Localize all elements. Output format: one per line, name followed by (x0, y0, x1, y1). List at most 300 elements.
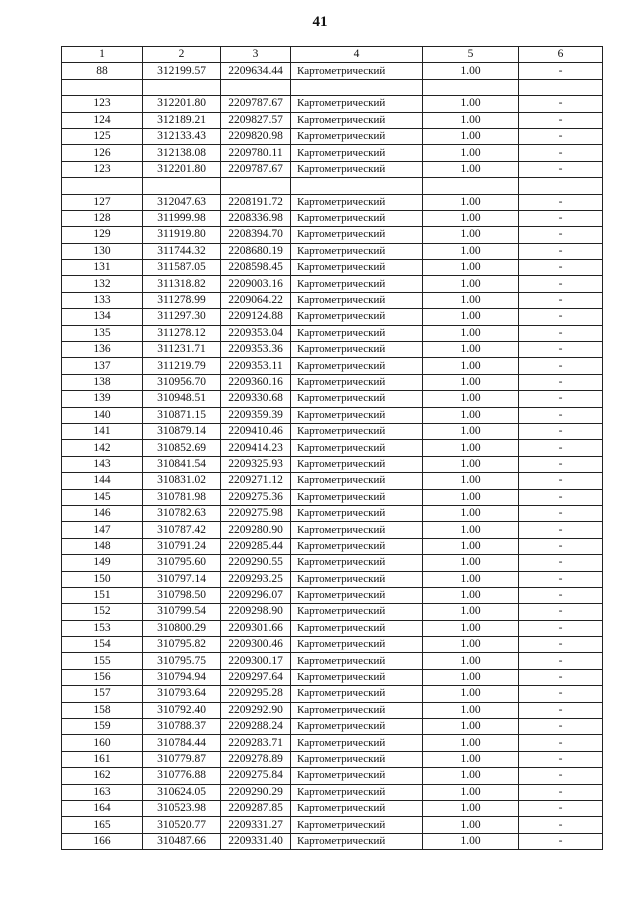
table-row (62, 800, 603, 816)
error-cell: 1.00 (423, 456, 519, 472)
point-number-cell: 159 (62, 719, 143, 735)
point-number-cell: 137 (62, 358, 143, 374)
error-cell: 1.00 (423, 325, 519, 341)
x-coordinate-cell: 310793.64 (143, 686, 221, 702)
extra-cell: - (519, 669, 603, 685)
error-cell: 1.00 (423, 489, 519, 505)
extra-cell: - (519, 538, 603, 554)
error-cell: 1.00 (423, 374, 519, 390)
x-coordinate-cell: 310624.05 (143, 784, 221, 800)
method-cell: Картометрический (291, 505, 423, 521)
point-number-cell: 130 (62, 243, 143, 259)
table-row (62, 374, 603, 390)
point-number-cell: 156 (62, 669, 143, 685)
extra-cell: - (519, 358, 603, 374)
error-cell: 1.00 (423, 63, 519, 79)
extra-cell: - (519, 309, 603, 325)
method-cell: Картометрический (291, 686, 423, 702)
x-coordinate-cell: 311587.05 (143, 260, 221, 276)
y-coordinate-cell: 2209124.88 (221, 309, 291, 325)
y-coordinate-cell: 2209287.85 (221, 800, 291, 816)
extra-cell: - (519, 637, 603, 653)
table-row (62, 735, 603, 751)
error-cell: 1.00 (423, 555, 519, 571)
y-coordinate-cell: 2209300.17 (221, 653, 291, 669)
y-coordinate-cell: 2209275.98 (221, 505, 291, 521)
point-number-cell: 143 (62, 456, 143, 472)
point-number-cell: 146 (62, 505, 143, 521)
x-coordinate-cell: 310948.51 (143, 391, 221, 407)
x-coordinate-cell: 312189.21 (143, 112, 221, 128)
table-row (62, 128, 603, 144)
y-coordinate-cell: 2209298.90 (221, 604, 291, 620)
extra-cell: - (519, 161, 603, 177)
method-cell: Картометрический (291, 571, 423, 587)
table-row (62, 719, 603, 735)
empty-cell (143, 79, 221, 95)
x-coordinate-cell: 312138.08 (143, 145, 221, 161)
y-coordinate-cell: 2209278.89 (221, 751, 291, 767)
extra-cell: - (519, 243, 603, 259)
table-row (62, 292, 603, 308)
error-cell: 1.00 (423, 571, 519, 587)
table-row (62, 276, 603, 292)
point-number-cell: 154 (62, 637, 143, 653)
method-cell: Картометрический (291, 325, 423, 341)
x-coordinate-cell: 310841.54 (143, 456, 221, 472)
y-coordinate-cell: 2209285.44 (221, 538, 291, 554)
y-coordinate-cell: 2209064.22 (221, 292, 291, 308)
table-row (62, 555, 603, 571)
error-cell: 1.00 (423, 128, 519, 144)
table-row (62, 194, 603, 210)
x-coordinate-cell: 311219.79 (143, 358, 221, 374)
table-row (62, 112, 603, 128)
error-cell: 1.00 (423, 653, 519, 669)
empty-cell (519, 178, 603, 194)
error-cell: 1.00 (423, 112, 519, 128)
x-coordinate-cell: 310831.02 (143, 473, 221, 489)
empty-cell (519, 79, 603, 95)
table-row (62, 522, 603, 538)
extra-cell: - (519, 194, 603, 210)
error-cell: 1.00 (423, 243, 519, 259)
table-row (62, 489, 603, 505)
y-coordinate-cell: 2208394.70 (221, 227, 291, 243)
extra-cell: - (519, 63, 603, 79)
extra-cell: - (519, 800, 603, 816)
extra-cell: - (519, 719, 603, 735)
point-number-cell: 141 (62, 423, 143, 439)
method-cell: Картометрический (291, 800, 423, 816)
table-row (62, 833, 603, 849)
y-coordinate-cell: 2209293.25 (221, 571, 291, 587)
method-cell: Картометрический (291, 702, 423, 718)
method-cell: Картометрический (291, 456, 423, 472)
error-cell: 1.00 (423, 768, 519, 784)
extra-cell: - (519, 768, 603, 784)
column-header: 6 (519, 47, 603, 63)
method-cell: Картометрический (291, 817, 423, 833)
empty-cell (423, 178, 519, 194)
x-coordinate-cell: 311278.99 (143, 292, 221, 308)
method-cell: Картометрический (291, 669, 423, 685)
coordinates-table (61, 46, 603, 850)
extra-cell: - (519, 276, 603, 292)
table-row (62, 260, 603, 276)
table-row-separator (62, 79, 603, 95)
method-cell: Картометрический (291, 112, 423, 128)
table-header-row (62, 47, 603, 63)
y-coordinate-cell: 2209296.07 (221, 587, 291, 603)
x-coordinate-cell: 310776.88 (143, 768, 221, 784)
page-number: 41 (312, 14, 328, 30)
x-coordinate-cell: 310781.98 (143, 489, 221, 505)
method-cell: Картометрический (291, 407, 423, 423)
x-coordinate-cell: 312133.43 (143, 128, 221, 144)
error-cell: 1.00 (423, 719, 519, 735)
x-coordinate-cell: 310523.98 (143, 800, 221, 816)
x-coordinate-cell: 310788.37 (143, 719, 221, 735)
column-header: 5 (423, 47, 519, 63)
table-row (62, 686, 603, 702)
error-cell: 1.00 (423, 423, 519, 439)
point-number-cell: 139 (62, 391, 143, 407)
error-cell: 1.00 (423, 473, 519, 489)
point-number-cell: 150 (62, 571, 143, 587)
x-coordinate-cell: 310487.66 (143, 833, 221, 849)
x-coordinate-cell: 310795.75 (143, 653, 221, 669)
point-number-cell: 126 (62, 145, 143, 161)
method-cell: Картометрический (291, 751, 423, 767)
error-cell: 1.00 (423, 145, 519, 161)
table-row-separator (62, 178, 603, 194)
error-cell: 1.00 (423, 751, 519, 767)
table-row (62, 210, 603, 226)
error-cell: 1.00 (423, 604, 519, 620)
extra-cell: - (519, 145, 603, 161)
x-coordinate-cell: 312201.80 (143, 96, 221, 112)
point-number-cell: 164 (62, 800, 143, 816)
extra-cell: - (519, 587, 603, 603)
y-coordinate-cell: 2209414.23 (221, 440, 291, 456)
extra-cell: - (519, 489, 603, 505)
y-coordinate-cell: 2209288.24 (221, 719, 291, 735)
extra-cell: - (519, 735, 603, 751)
table-body (62, 63, 603, 850)
method-cell: Картометрический (291, 260, 423, 276)
extra-cell: - (519, 784, 603, 800)
table-row (62, 473, 603, 489)
method-cell: Картометрический (291, 423, 423, 439)
error-cell: 1.00 (423, 407, 519, 423)
y-coordinate-cell: 2208191.72 (221, 194, 291, 210)
point-number-cell: 145 (62, 489, 143, 505)
y-coordinate-cell: 2209325.93 (221, 456, 291, 472)
extra-cell: - (519, 653, 603, 669)
method-cell: Картометрический (291, 719, 423, 735)
error-cell: 1.00 (423, 620, 519, 636)
column-header: 3 (221, 47, 291, 63)
table-row (62, 751, 603, 767)
table-row (62, 571, 603, 587)
point-number-cell: 136 (62, 342, 143, 358)
method-cell: Картометрический (291, 473, 423, 489)
point-number-cell: 158 (62, 702, 143, 718)
point-number-cell: 140 (62, 407, 143, 423)
method-cell: Картометрический (291, 128, 423, 144)
table-row (62, 325, 603, 341)
method-cell: Картометрический (291, 735, 423, 751)
method-cell: Картометрический (291, 538, 423, 554)
table-row (62, 784, 603, 800)
table-row (62, 145, 603, 161)
column-header: 2 (143, 47, 221, 63)
x-coordinate-cell: 310797.14 (143, 571, 221, 587)
x-coordinate-cell: 310794.94 (143, 669, 221, 685)
extra-cell: - (519, 686, 603, 702)
point-number-cell: 157 (62, 686, 143, 702)
empty-cell (221, 178, 291, 194)
error-cell: 1.00 (423, 817, 519, 833)
table-row (62, 440, 603, 456)
table-row (62, 456, 603, 472)
x-coordinate-cell: 311297.30 (143, 309, 221, 325)
y-coordinate-cell: 2208680.19 (221, 243, 291, 259)
method-cell: Картометрический (291, 276, 423, 292)
y-coordinate-cell: 2209820.98 (221, 128, 291, 144)
table-row (62, 342, 603, 358)
y-coordinate-cell: 2209271.12 (221, 473, 291, 489)
point-number-cell: 134 (62, 309, 143, 325)
method-cell: Картометрический (291, 391, 423, 407)
point-number-cell: 142 (62, 440, 143, 456)
x-coordinate-cell: 311318.82 (143, 276, 221, 292)
x-coordinate-cell: 310787.42 (143, 522, 221, 538)
empty-cell (221, 79, 291, 95)
x-coordinate-cell: 311231.71 (143, 342, 221, 358)
table-row (62, 161, 603, 177)
extra-cell: - (519, 456, 603, 472)
method-cell: Картометрический (291, 243, 423, 259)
extra-cell: - (519, 702, 603, 718)
y-coordinate-cell: 2209827.57 (221, 112, 291, 128)
point-number-cell: 166 (62, 833, 143, 849)
point-number-cell: 148 (62, 538, 143, 554)
point-number-cell: 144 (62, 473, 143, 489)
method-cell: Картометрический (291, 227, 423, 243)
point-number-cell: 161 (62, 751, 143, 767)
point-number-cell: 162 (62, 768, 143, 784)
method-cell: Картометрический (291, 342, 423, 358)
point-number-cell: 131 (62, 260, 143, 276)
point-number-cell: 163 (62, 784, 143, 800)
point-number-cell: 133 (62, 292, 143, 308)
error-cell: 1.00 (423, 686, 519, 702)
empty-cell (291, 79, 423, 95)
extra-cell: - (519, 260, 603, 276)
method-cell: Картометрический (291, 833, 423, 849)
table-row (62, 538, 603, 554)
y-coordinate-cell: 2209275.36 (221, 489, 291, 505)
y-coordinate-cell: 2209787.67 (221, 161, 291, 177)
error-cell: 1.00 (423, 96, 519, 112)
y-coordinate-cell: 2209360.16 (221, 374, 291, 390)
method-cell: Картометрический (291, 522, 423, 538)
y-coordinate-cell: 2209780.11 (221, 145, 291, 161)
method-cell: Картометрический (291, 784, 423, 800)
x-coordinate-cell: 311278.12 (143, 325, 221, 341)
method-cell: Картометрический (291, 637, 423, 653)
point-number-cell: 124 (62, 112, 143, 128)
method-cell: Картометрический (291, 292, 423, 308)
extra-cell: - (519, 423, 603, 439)
y-coordinate-cell: 2209292.90 (221, 702, 291, 718)
extra-cell: - (519, 473, 603, 489)
x-coordinate-cell: 311999.98 (143, 210, 221, 226)
x-coordinate-cell: 310795.60 (143, 555, 221, 571)
point-number-cell: 88 (62, 63, 143, 79)
y-coordinate-cell: 2208598.45 (221, 260, 291, 276)
error-cell: 1.00 (423, 161, 519, 177)
point-number-cell: 149 (62, 555, 143, 571)
method-cell: Картометрический (291, 161, 423, 177)
extra-cell: - (519, 96, 603, 112)
point-number-cell: 152 (62, 604, 143, 620)
error-cell: 1.00 (423, 260, 519, 276)
column-header: 4 (291, 47, 423, 63)
table-row (62, 620, 603, 636)
error-cell: 1.00 (423, 391, 519, 407)
table-row (62, 407, 603, 423)
x-coordinate-cell: 310871.15 (143, 407, 221, 423)
extra-cell: - (519, 833, 603, 849)
extra-cell: - (519, 522, 603, 538)
y-coordinate-cell: 2209787.67 (221, 96, 291, 112)
method-cell: Картометрический (291, 194, 423, 210)
point-number-cell: 153 (62, 620, 143, 636)
method-cell: Картометрический (291, 768, 423, 784)
extra-cell: - (519, 555, 603, 571)
extra-cell: - (519, 325, 603, 341)
x-coordinate-cell: 310798.50 (143, 587, 221, 603)
point-number-cell: 151 (62, 587, 143, 603)
point-number-cell: 128 (62, 210, 143, 226)
method-cell: Картометрический (291, 555, 423, 571)
x-coordinate-cell: 310791.24 (143, 538, 221, 554)
method-cell: Картометрический (291, 96, 423, 112)
x-coordinate-cell: 310852.69 (143, 440, 221, 456)
y-coordinate-cell: 2209353.11 (221, 358, 291, 374)
table-row (62, 391, 603, 407)
x-coordinate-cell: 310779.87 (143, 751, 221, 767)
table-row (62, 309, 603, 325)
x-coordinate-cell: 310795.82 (143, 637, 221, 653)
method-cell: Картометрический (291, 489, 423, 505)
point-number-cell: 135 (62, 325, 143, 341)
x-coordinate-cell: 310782.63 (143, 505, 221, 521)
table-row (62, 637, 603, 653)
error-cell: 1.00 (423, 587, 519, 603)
table-row (62, 817, 603, 833)
x-coordinate-cell: 310792.40 (143, 702, 221, 718)
method-cell: Картометрический (291, 145, 423, 161)
error-cell: 1.00 (423, 210, 519, 226)
y-coordinate-cell: 2209003.16 (221, 276, 291, 292)
method-cell: Картометрический (291, 210, 423, 226)
method-cell: Картометрический (291, 63, 423, 79)
column-header: 1 (62, 47, 143, 63)
table-row (62, 702, 603, 718)
method-cell: Картометрический (291, 358, 423, 374)
y-coordinate-cell: 2208336.98 (221, 210, 291, 226)
y-coordinate-cell: 2209283.71 (221, 735, 291, 751)
empty-cell (423, 79, 519, 95)
table-row (62, 669, 603, 685)
error-cell: 1.00 (423, 784, 519, 800)
y-coordinate-cell: 2209330.68 (221, 391, 291, 407)
error-cell: 1.00 (423, 276, 519, 292)
y-coordinate-cell: 2209353.04 (221, 325, 291, 341)
method-cell: Картометрический (291, 604, 423, 620)
table-row (62, 96, 603, 112)
point-number-cell: 123 (62, 161, 143, 177)
error-cell: 1.00 (423, 538, 519, 554)
error-cell: 1.00 (423, 833, 519, 849)
y-coordinate-cell: 2209290.55 (221, 555, 291, 571)
extra-cell: - (519, 604, 603, 620)
x-coordinate-cell: 310799.54 (143, 604, 221, 620)
y-coordinate-cell: 2209297.64 (221, 669, 291, 685)
extra-cell: - (519, 342, 603, 358)
extra-cell: - (519, 407, 603, 423)
error-cell: 1.00 (423, 309, 519, 325)
point-number-cell: 129 (62, 227, 143, 243)
x-coordinate-cell: 312047.63 (143, 194, 221, 210)
error-cell: 1.00 (423, 194, 519, 210)
table-row (62, 63, 603, 79)
method-cell: Картометрический (291, 653, 423, 669)
method-cell: Картометрический (291, 587, 423, 603)
table-row (62, 243, 603, 259)
x-coordinate-cell: 312201.80 (143, 161, 221, 177)
error-cell: 1.00 (423, 292, 519, 308)
error-cell: 1.00 (423, 358, 519, 374)
y-coordinate-cell: 2209301.66 (221, 620, 291, 636)
extra-cell: - (519, 391, 603, 407)
y-coordinate-cell: 2209331.27 (221, 817, 291, 833)
y-coordinate-cell: 2209300.46 (221, 637, 291, 653)
table-row (62, 505, 603, 521)
table-row (62, 768, 603, 784)
extra-cell: - (519, 374, 603, 390)
empty-cell (62, 178, 143, 194)
extra-cell: - (519, 505, 603, 521)
point-number-cell: 132 (62, 276, 143, 292)
empty-cell (62, 79, 143, 95)
extra-cell: - (519, 751, 603, 767)
point-number-cell: 127 (62, 194, 143, 210)
error-cell: 1.00 (423, 227, 519, 243)
y-coordinate-cell: 2209353.36 (221, 342, 291, 358)
x-coordinate-cell: 310520.77 (143, 817, 221, 833)
y-coordinate-cell: 2209295.28 (221, 686, 291, 702)
y-coordinate-cell: 2209634.44 (221, 63, 291, 79)
x-coordinate-cell: 310956.70 (143, 374, 221, 390)
y-coordinate-cell: 2209331.40 (221, 833, 291, 849)
empty-cell (143, 178, 221, 194)
point-number-cell: 165 (62, 817, 143, 833)
